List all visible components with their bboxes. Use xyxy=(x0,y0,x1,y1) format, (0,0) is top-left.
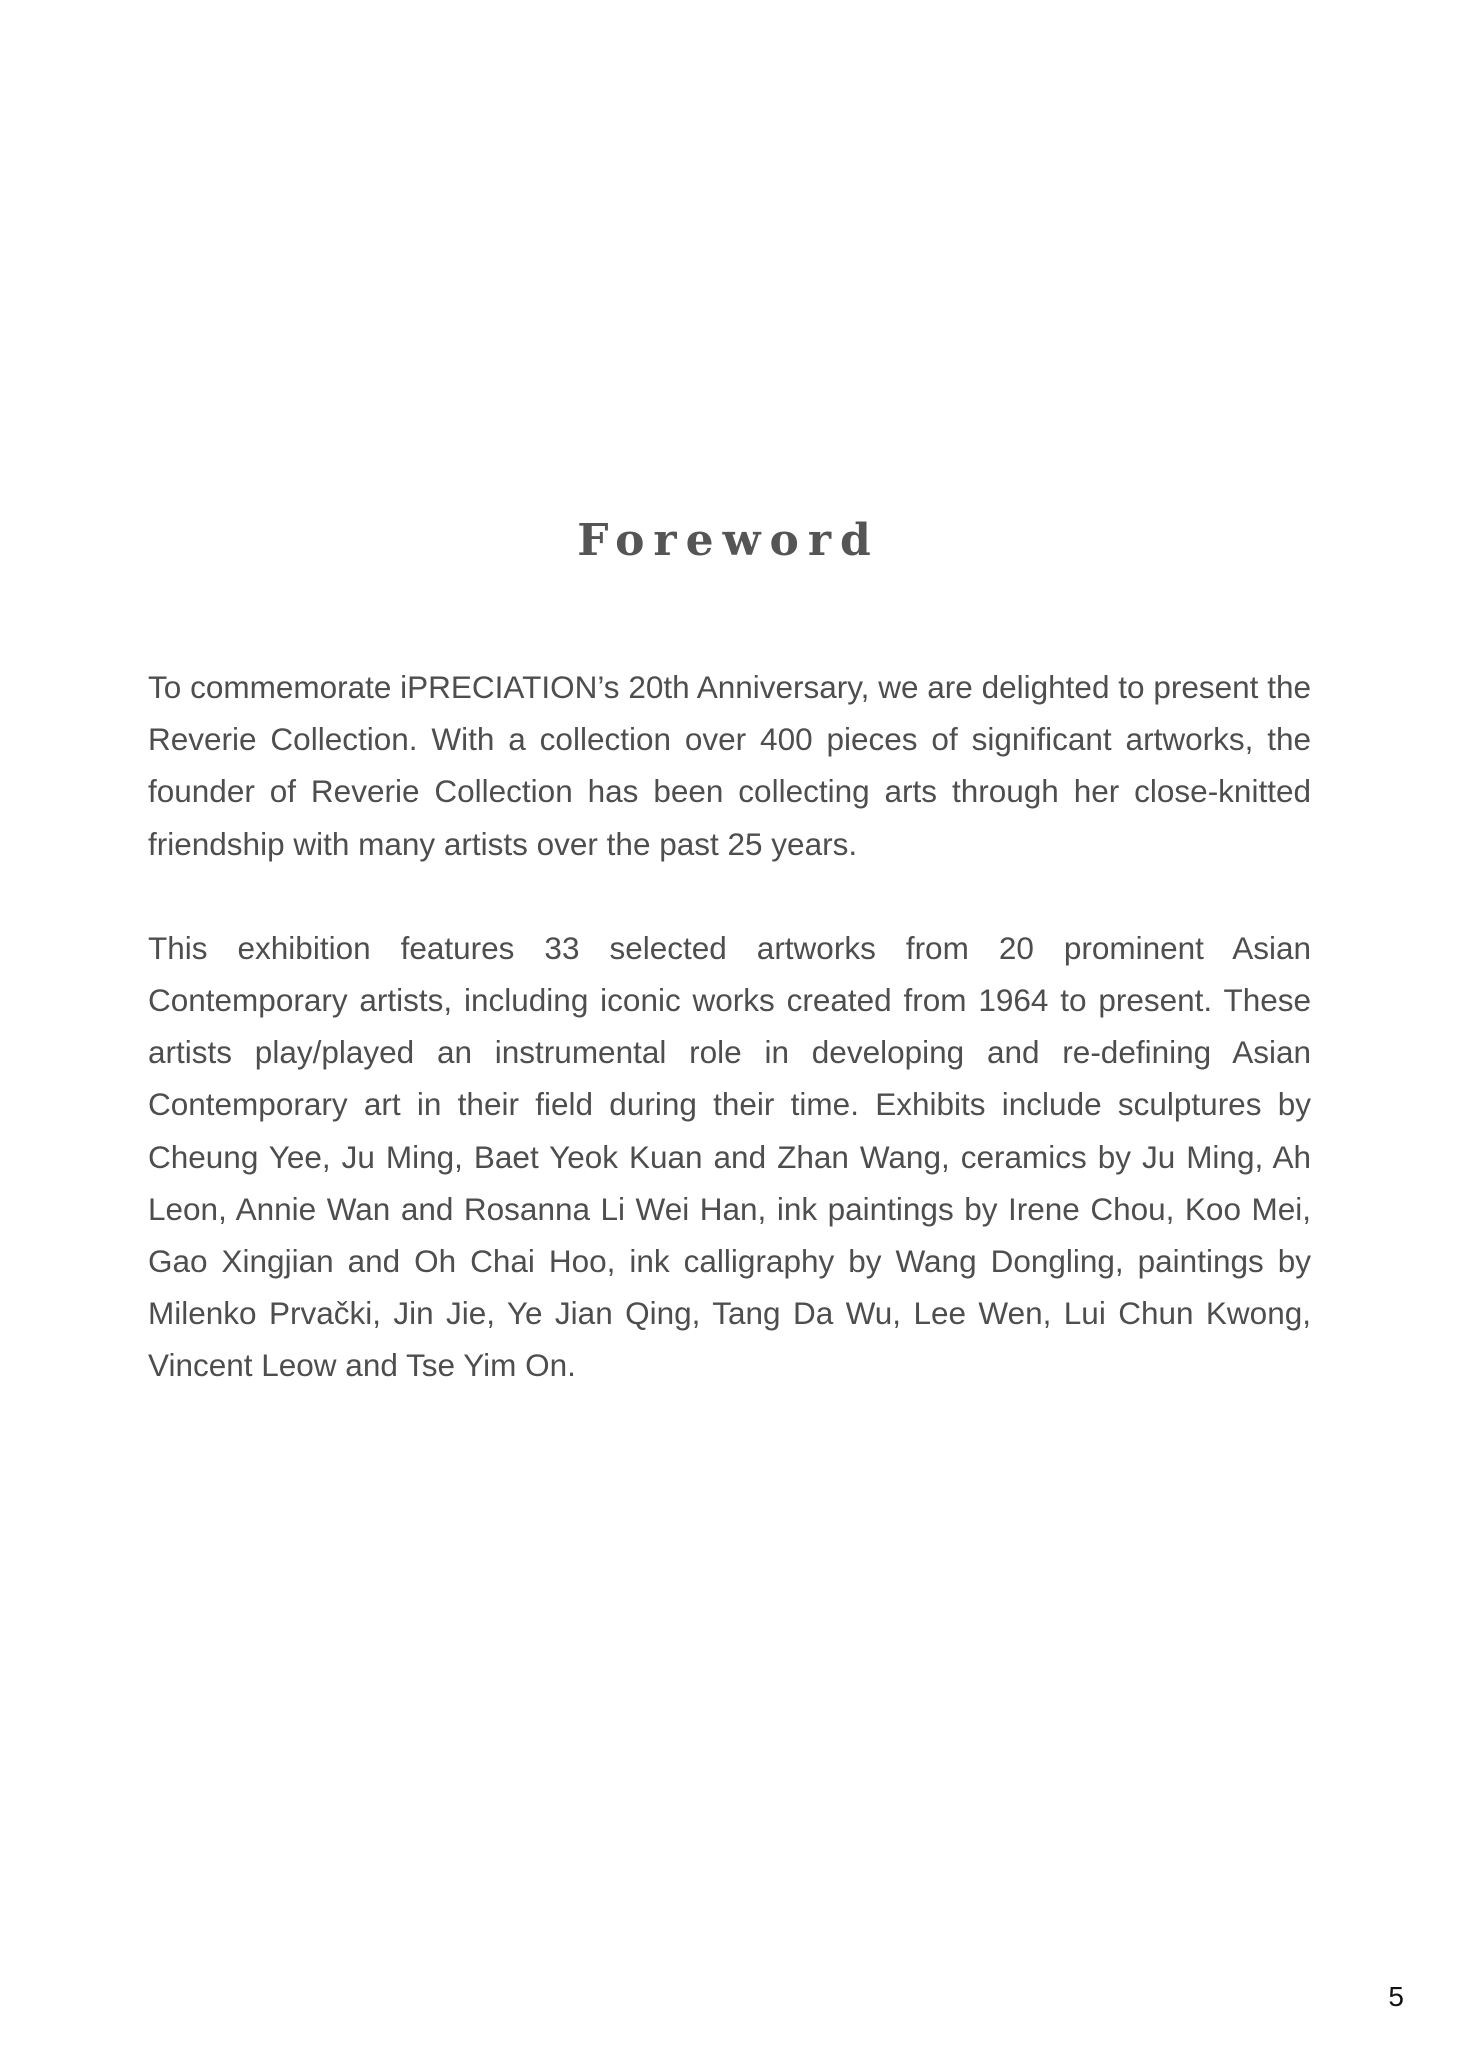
page-title: Foreword xyxy=(577,515,880,566)
body-text xyxy=(148,661,1311,1392)
paragraph-exhibition: This exhibition features 33 selected artworks from 20 prominent Asian Contemporary artists, including iconic works created from 1964 to present. These artists play/played an instrumental role in developing and re-defining Asian Contemporary art in their field during their time. Exhibits include sculptures by Cheung Yee, Ju Ming, Baet Yeok Kuan and Zhan Wang, ceramics by Ju Ming, Ah Leon, Annie Wan and Rosanna Li Wei Han, ink paintings by Irene Chou, Koo Mei, Gao Xingjian and Oh Chai Hoo, ink calligraphy by Wang Dongling, paintings by Milenko Prvački, Jin Jie, Ye Jian Qing, Tang Da Wu, Lee Wen, Lui Chun Kwong, Vincent Leow and Tse Yim On. xyxy=(148,929,1311,1384)
page-number: 5 xyxy=(1388,1981,1404,2012)
paragraph-intro: To commemorate iPRECIATION’s 20th Anniversary, we are delighted to present the Reverie Collection. With a collection over 400 pieces of significant artworks, the founder of Reverie Collection has been collecting arts through her close-knitted friendship with many artists over the past 25 years. xyxy=(148,669,1311,862)
